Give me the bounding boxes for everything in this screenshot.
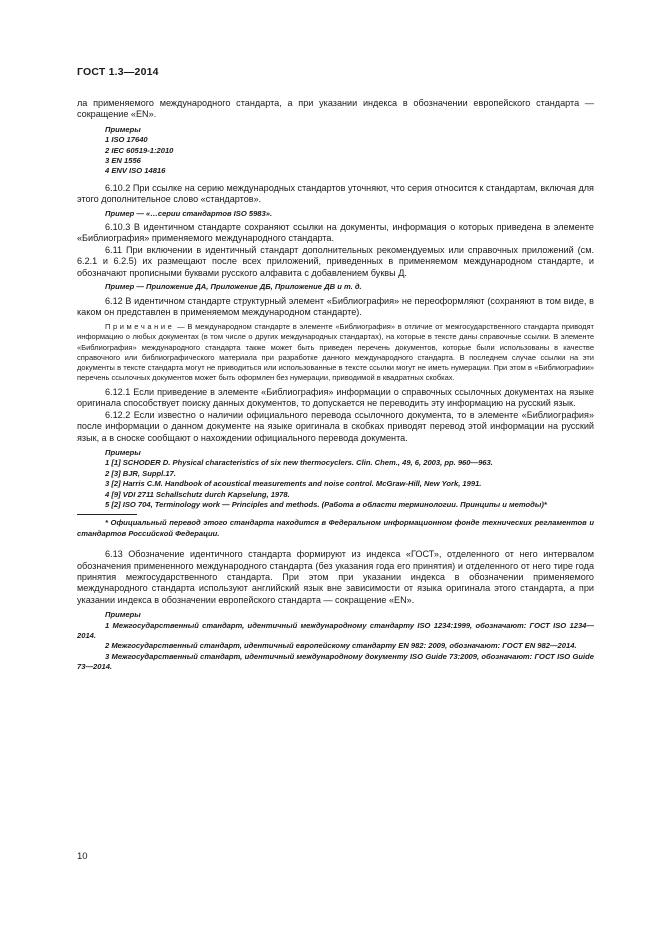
- paragraph-6-13: 6.13 Обозначение идентичного стандарта формируют из индекса «ГОСТ», отделенного от него интервалом обозначения примененного международного стандарта (без указания года его принятия) и отделенного от него тире года принятия межгосударственного стандарта. При этом при указании индекса в обозначении применяемого международного стандарта используют английский язык вне зависимости от языка оригинала этого стандарта, а при указании индекса в обозначении европейского стандарта — сокращение «EN».: [77, 549, 594, 605]
- example-item: 4 ENV ISO 14816: [105, 166, 166, 176]
- example-item: 2 [3] BJR, Suppl.17.: [105, 468, 176, 478]
- paragraph-6-10-2: 6.10.2 При ссылке на серию международных стандартов уточняют, что серия относится к стандартам, включая для этого дополнительное слово «стандартов».: [77, 182, 594, 205]
- examples-title: Примеры: [105, 610, 141, 620]
- examples-title: Примеры: [105, 124, 141, 134]
- paragraph-6-12-1: 6.12.1 Если приведение в элементе «Библиография» информации о справочных ссылочных документах на языке оригинала способствует поиску данных документов, то допускается не переводить эту информацию на русский язык.: [77, 386, 594, 409]
- paragraph-6-12-2: 6.12.2 Если известно о наличии официального перевода ссылочного документа, то в элементе «Библиография» после информации о данном документе на языке оригинала в скобках приводят перевод этой информации на русский язык, а в сноске сообщают о нахождении официального перевода документа.: [77, 409, 594, 443]
- footnote: * Официальный перевод этого стандарта находится в Федеральном информационном фонде технических регламентов и стандартов Российской Федерации.: [77, 518, 594, 538]
- note: [77, 322, 594, 383]
- document-body: [77, 98, 594, 673]
- paragraph-6-10-3: 6.10.3 В идентичном стандарте сохраняют ссылки на документы, информация о которых приведена в элементе «Библиография» применяемого международного стандарта.: [77, 222, 594, 244]
- paragraph-continuation: ла применяемого международного стандарта, а при указании индекса в обозначении европейского стандарта — сокращение «EN».: [77, 98, 594, 120]
- example-item: 3 EN 1556: [105, 156, 141, 166]
- note-text: — В международном стандарте в элементе «Библиография» в отличие от межгосударственного стандарта приводят информацию о любых документах (в том числе о других международных стандартах), на которые в тексте даны справочные ссылки. В элементе «Библиография» международного стандарта также может быть приведен перечень документов, которые были использованы в качестве справочного или библиографического материала при разработке данного международного стандарта. В последнем случае ссылки на эти документы в тексте стандарта могут не приводиться или использованные в тексте ссылки могут не иметь нумерации. При этом в «Библиографии» перечень ссылочных документов может быть оформлен без нумерации, приводимой в квадратных скобках.: [77, 322, 594, 382]
- examples-title: Примеры: [105, 447, 141, 457]
- example-item: 4 [9] VDI 2711 Schallschutz durch Kapselung, 1978.: [105, 489, 290, 499]
- example-annex: Пример — Приложение ДА, Приложение ДБ, Приложение ДВ и т. д.: [105, 282, 362, 292]
- note-label: Примечание: [105, 322, 175, 332]
- example-item: 1 [1] SCHODER D. Physical characteristics of six new thermocyclers. Clin. Chem., 49, 6, 2003, pp. 960—963.: [105, 458, 493, 468]
- example-item: 3 [2] Harris C.M. Handbook of acoustical measurements and noise control. McGraw-Hill, New York, 1991.: [105, 479, 482, 489]
- example-series: Пример — «…серии стандартов ISO 5983».: [105, 208, 273, 218]
- example-item: 5 [2] ISO 704, Terminology work — Principles and methods. (Работа в области терминологии. Принципы и методы)*: [105, 499, 547, 509]
- example-item: 2 IEC 60519-1:2010: [105, 145, 174, 155]
- paragraph-6-11: 6.11 При включении в идентичный стандарт дополнительных рекомендуемых или справочных приложений (см. 6.2.1 и 6.2.5) их размещают после всех приложений, приведенных в применяемом международном стандарте, и обозначают прописными буквами русского алфавита с добавлением буквы Д.: [77, 244, 594, 278]
- footnote-rule: [77, 514, 137, 515]
- paragraph-6-12: 6.12 В идентичном стандарте структурный элемент «Библиография» не переоформляют (сохраняют в том виде, в каком он представлен в применяемом международном стандарте).: [77, 295, 594, 317]
- example-item: 2 Межгосударственный стандарт, идентичный европейскому стандарту EN 982: 2009, обозначают: ГОСТ EN 982—2014.: [105, 641, 577, 651]
- example-item: 1 ISO 17640: [105, 135, 148, 145]
- document-header: ГОСТ 1.3—2014: [77, 66, 159, 78]
- page-number: 10: [77, 851, 88, 862]
- example-item: 1 Межгосударственный стандарт, идентичный международному стандарту ISO 1234:1999, обозначают: ГОСТ ISO 1234—2014.: [77, 620, 594, 640]
- example-item: 3 Межгосударственный стандарт, идентичный международному документу ISO Guide 73:2009, обозначают: ГОСТ ISO Guide 73—2014.: [77, 651, 594, 672]
